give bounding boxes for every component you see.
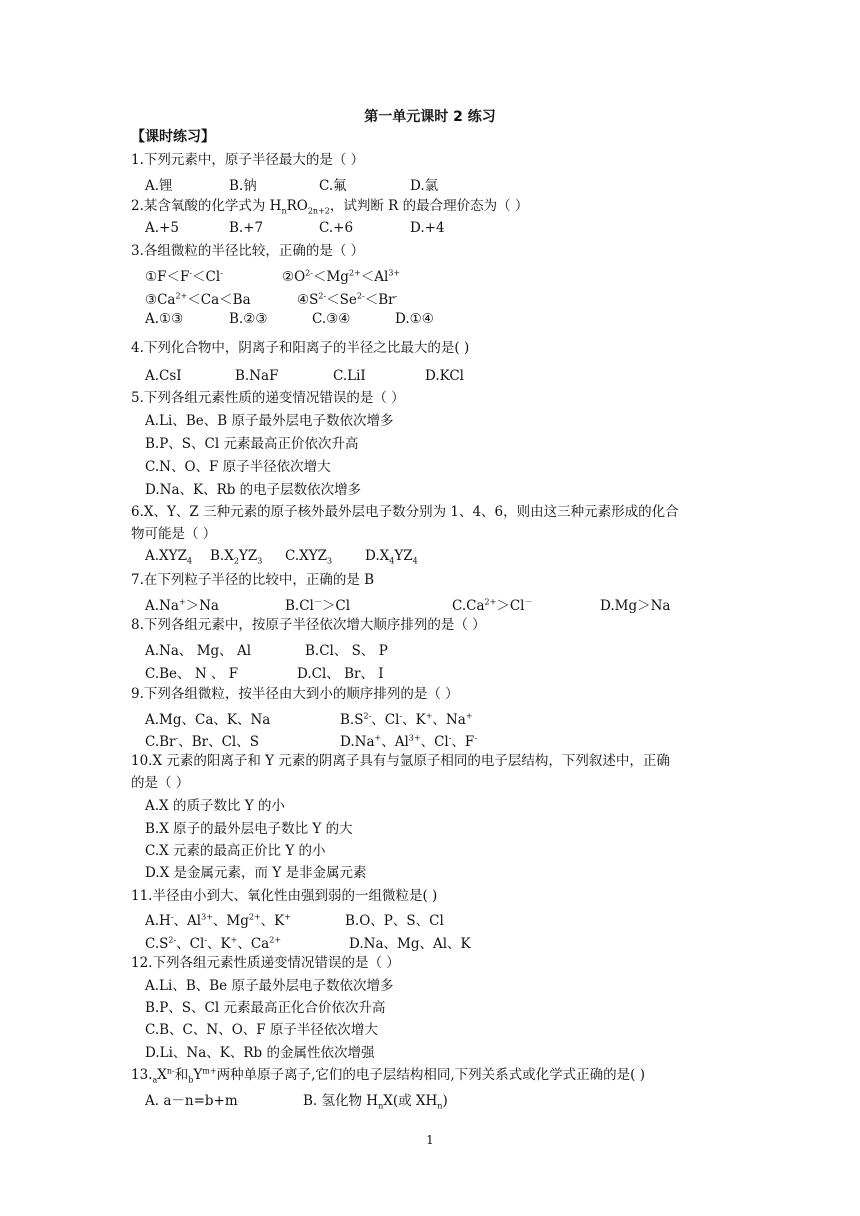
question-3-item-3: $③Ca^{2+}<Ca<Ba$ [145,291,251,308]
question-11-option-d: D.Na、Mg、Al、K [349,936,471,952]
question-12-option-a: A.Li、B、Be 原子最外层电子数依次增多 [145,978,394,994]
question-8-option-c: C.Be、 N 、 F [145,666,239,682]
question-1-option-a: A.锂 [145,178,173,194]
question-9-option-c: C.Br-、Br、Cl、S [145,733,259,750]
question-2-stem: 2.某含氧酸的化学式为 $H_nRO_{2n+2}$，试判断 R 的最合理价态为（ ） [131,198,529,216]
question-10-option-d: D.X 是金属元素，而 Y 是非金属元素 [145,865,367,881]
question-11-option-c: $C.S^{2-}$、Cl-、K+、$Ca^{2+}$ [145,935,282,952]
question-3-item-1: ①F＜F-＜Cl- [145,268,223,285]
question-4-option-a: A.CsI [145,368,182,384]
question-2-option-c: C.+6 [319,220,354,236]
question-4-option-c: C.LiI [333,368,366,384]
question-5-option-a: A.Li、Be、B 原子最外层电子数依次增多 [145,413,394,429]
question-7-option-d: D.Mg＞Na [600,598,671,614]
question-1-option-c: C.氟 [319,178,347,194]
question-11-stem: 11.半径由小到大、氧化性由强到弱的一组微粒是( ) [131,888,438,904]
question-3-item-2: $②O^{2-}<Mg^{2+}<Al^{3+}$ [282,268,401,285]
question-8-option-a: A.Na、 Mg、 Al [145,643,252,659]
question-10-stem-line1: 10.X 元素的阳离子和 Y 元素的阴离子具有与氩原子相同的电子层结构，下列叙述中，正确 [131,753,670,769]
page-title: 第一单元课时 2 练习 [364,109,496,125]
question-3-option-a: A.①③ [145,311,184,327]
question-10-option-c: C.X 元素的最高正价比 Y 的小 [145,843,326,859]
question-2-option-b: B.+7 [229,220,264,236]
question-4-option-b: B.NaF [235,368,279,384]
question-9-stem: 9.下列各组微粒，按半径由大到小的顺序排列的是（ ） [131,686,459,702]
question-2-option-d: D.+4 [410,220,445,236]
question-6-stem-line2: 物可能是（ ） [131,526,217,542]
section-heading: 【课时练习】 [131,129,215,145]
question-8-option-b: B.Cl、 S、 P [305,643,388,659]
question-10-option-a: A.X 的质子数比 Y 的小 [145,798,285,814]
question-5-option-d: D.Na、K、Rb 的电子层数依次增多 [145,482,362,498]
question-3-option-b: B.②③ [229,311,268,327]
question-1-option-d: D.氯 [410,178,439,194]
question-3-option-d: D.①④ [395,311,434,327]
question-8-option-d: D.Cl、 Br、 I [297,666,384,682]
question-11-option-a: A.H-、$Al^{3+}$、$Mg^{2+}$、K+ [145,912,291,929]
question-9-option-d: D.Na+、$Al^{3+}$、Cl-、F- [340,733,478,750]
question-11-option-b: B.O、P、S、Cl [345,913,444,929]
question-3-stem: 3.各组微粒的半径比较，正确的是（ ） [131,243,365,259]
question-7-option-c: $C.Ca^{2+}>Cl^-$ [452,597,533,614]
question-7-stem: 7.在下列粒子半径的比较中，正确的是 B [131,572,375,588]
question-6-option-c: $C.XYZ_3$ [285,548,333,566]
question-3-option-c: C.③④ [312,311,351,327]
question-1-option-b: B.钠 [229,178,257,194]
question-7-option-a: A.Na+＞Na [145,597,219,614]
question-5-option-c: C.N、O、F 原子半径依次增大 [145,459,331,475]
question-9-option-b: $B.S^{2-}$、Cl-、K+、Na+ [340,711,473,728]
question-10-stem-line2: 的是（ ） [131,775,190,791]
question-7-option-b: B.Cl－＞Cl [285,597,351,614]
question-6-option-a: $A.XYZ_4$ [145,548,193,566]
question-10-option-b: B.X 原子的最外层电子数比 Y 的大 [145,821,353,837]
question-2-option-a: A.+5 [145,220,179,236]
question-13-stem: $13._aX^{n-}$和$_bY^{m+}$两种单原子离子,它们的电子层结构相同,下列关系式或化学式正确的是( ) [131,1066,646,1085]
question-6-option-b: $B.X_2YZ_3$ [210,548,263,566]
question-5-option-b: B.P、S、Cl 元素最高正价依次升高 [145,436,359,452]
page-number: 1 [426,1133,434,1147]
question-4-stem: 4.下列化合物中，阴离子和阳离子的半径之比最大的是( ) [131,340,470,356]
question-8-stem: 8.下列各组元素中，按原子半径依次增大顺序排列的是（ ） [131,617,486,633]
question-12-option-c: C.B、C、N、O、F 原子半径依次增大 [145,1022,378,1038]
question-6-stem-line1: 6.X、Y、Z 三种元素的原子核外最外层电子数分别为 1、4、6，则由这三种元素形成的化合 [131,504,679,520]
question-5-stem: 5.下列各组元素性质的递变情况错误的是（ ） [131,390,405,406]
question-12-stem: 12.下列各组元素性质递变情况错误的是（ ） [131,955,400,971]
question-12-option-b: B.P、S、Cl 元素最高正化合价依次升高 [145,1000,386,1016]
question-3-item-4: $④S^{2-}<Se^{2-}<Br^-$ [297,291,398,308]
question-9-option-a: A.Mg、Ca、K、Na [145,712,271,728]
question-13-option-b: B. 氢化物 $H_nX$(或 $XH_n$) [303,1093,448,1111]
question-6-option-d: $D.X_4YZ_4$ [365,548,418,566]
question-13-option-a: A. a－n=b+m [145,1093,238,1109]
question-12-option-d: D.Li、Na、K、Rb 的金属性依次增强 [145,1045,375,1061]
question-4-option-d: D.KCl [425,368,465,384]
question-1-stem: 1.下列元素中，原子半径最大的是（ ） [131,152,365,168]
